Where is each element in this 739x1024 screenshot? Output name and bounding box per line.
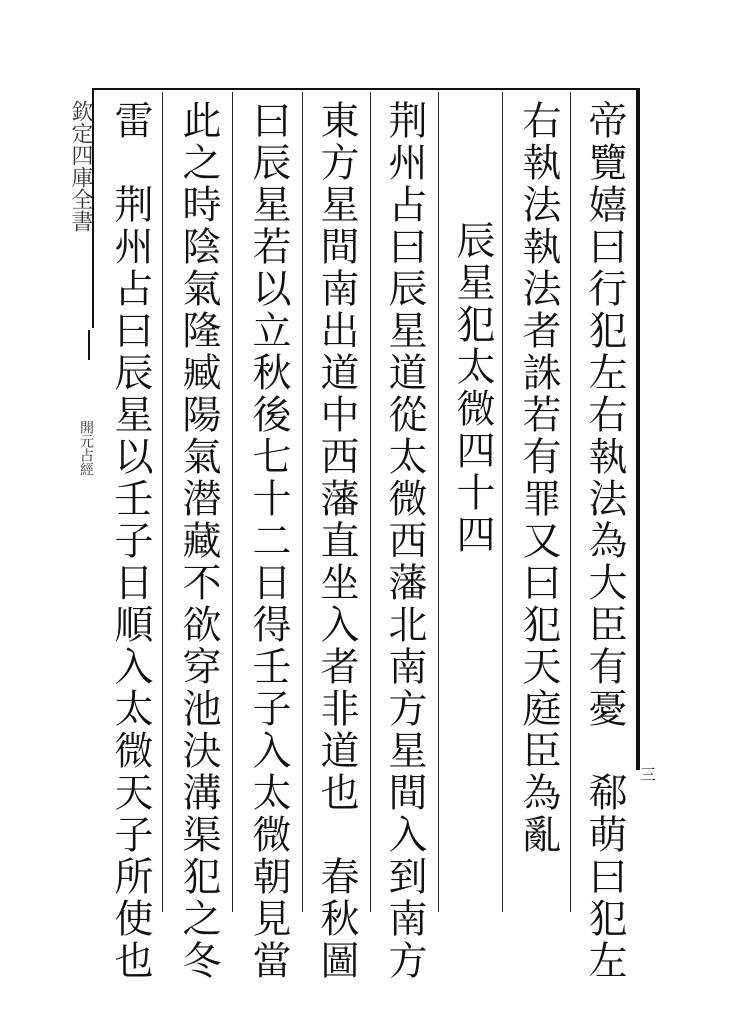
text-column-6: 曰辰星若以立秋後七十二日得壬子入太微朝見當	[246, 100, 291, 982]
column-divider	[438, 92, 439, 912]
text-column-2: 右執法執法者誅若有罪又曰犯天庭臣為亂	[516, 100, 561, 856]
column-divider	[370, 92, 371, 912]
section-heading: 辰星犯太微四十四	[450, 220, 495, 556]
text-column-1: 帝覽嬉曰行犯左右執法為大臣有憂 郗萌曰犯左	[582, 100, 627, 982]
column-divider	[162, 92, 163, 912]
frame-right-border	[636, 88, 640, 770]
column-divider	[302, 92, 303, 912]
margin-title: 欽定四庫全書	[68, 100, 93, 232]
text-column-5: 東方星間南出道中西藩直坐入者非道也 春秋圖	[314, 100, 359, 982]
text-column-7: 此之時陰氣隆臧陽氣潜藏不欲穿池決溝渠犯之冬	[176, 100, 221, 982]
column-divider	[570, 92, 571, 912]
margin-book-title: 開元占經	[78, 420, 94, 476]
column-divider	[232, 92, 233, 912]
text-column-4: 荆州占曰辰星道從太微西藩北南方星間入到南方	[382, 100, 427, 982]
frame-top-border	[92, 88, 640, 90]
text-column-8: 雷 荆州占曰辰星以壬子日順入太微天子所使也	[108, 100, 153, 982]
column-divider	[502, 92, 503, 912]
page-number: 三	[640, 765, 657, 784]
